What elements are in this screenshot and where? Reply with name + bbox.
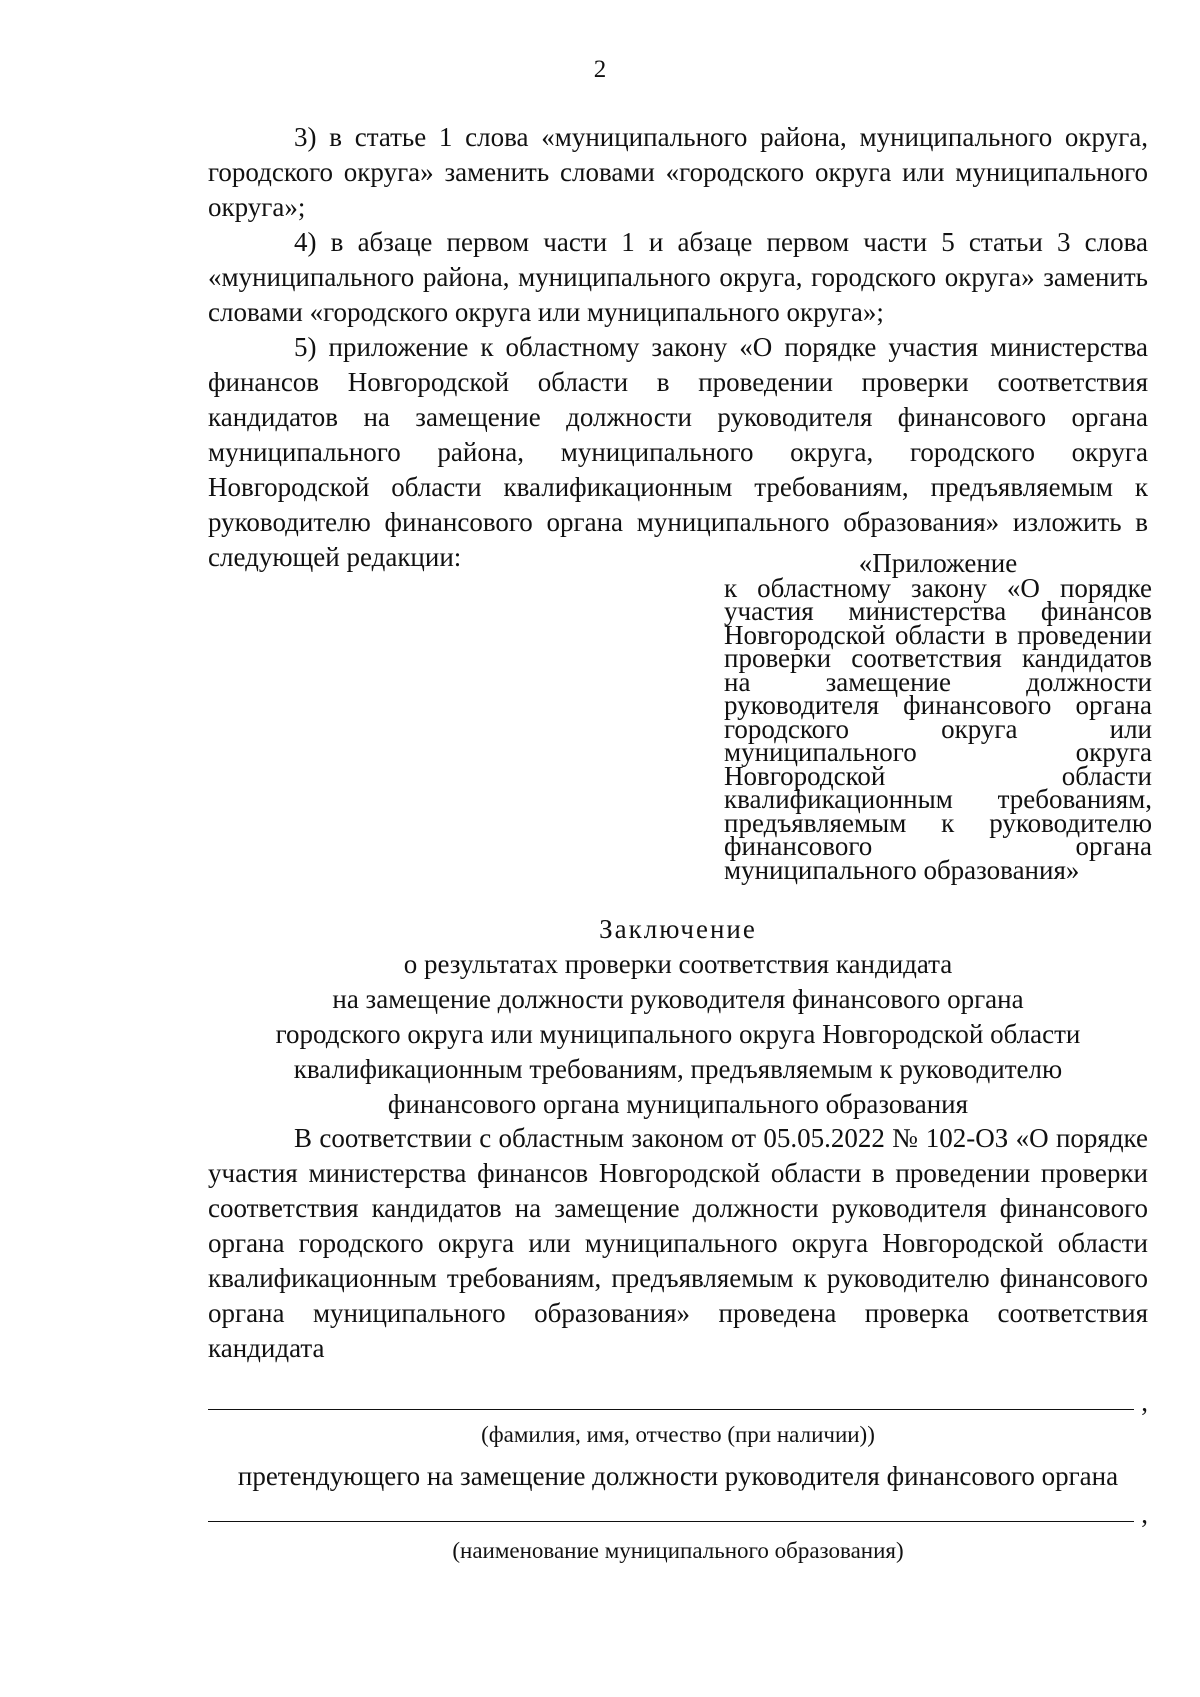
blank-line <box>208 1521 1134 1522</box>
appendix-title: «Приложение <box>858 548 1018 578</box>
conclusion-subtitle-line: о результатах проверки соответствия кандидата <box>403 949 953 979</box>
comma: , <box>1141 1387 1148 1417</box>
caption-full-name: (фамилия, имя, отчество (при наличии)) <box>481 1422 875 1447</box>
amendment-item-3: 3) в статье 1 слова «муниципального района, муниципального округа, городского округа» заменить словами «городского округа или муниципального округа»; <box>208 122 1148 222</box>
conclusion-subtitle-line: городского округа или муниципального округа Новгородской области <box>275 1019 1081 1049</box>
amendment-item-5: 5) приложение к областному закону «О порядке участия министерства финансов Новгородской области в проведении проверки соответствия кандидатов на замещение должности руководителя финансового органа муниципального района, муниципального округа, городского округа Новгородской области квалификационным требованиям, предъявляемым к руководителю финансового органа муниципального образования» изложить в следующей редакции: <box>208 332 1148 572</box>
candidate-name-field <box>208 1387 1148 1417</box>
conclusion-heading <box>208 912 1148 1122</box>
conclusion-subtitle-line: на замещение должности руководителя финансового органа <box>332 984 1024 1014</box>
municipality-name-field <box>208 1499 1148 1529</box>
caption-municipality: (наименование муниципального образования) <box>452 1538 904 1563</box>
appendix-reference: к областному закону «О порядке участия министерства финансов Новгородской области в проведении проверки соответствия кандидатов на замещение должности руководителя финансового органа городского округа или муниципального округа Новгородской области квалификационным требованиям, предъявляемым к руководителю финансового органа муниципального образования» <box>724 572 1152 885</box>
amendment-item-4: 4) в абзаце первом части 1 и абзаце первом части 5 статьи 3 слова «муниципального района, муниципального округа, городского округа» заменить словами «городского округа или муниципального округа»; <box>208 227 1148 327</box>
main-paragraph-block <box>208 1121 1148 1366</box>
appendix-header <box>724 548 1152 885</box>
conclusion-subtitle-line: квалификационным требованиям, предъявляемым к руководителю <box>293 1054 1063 1084</box>
conclusion-subtitle-line: финансового органа муниципального образования <box>387 1089 969 1119</box>
blank-line <box>208 1409 1134 1410</box>
conclusion-title: Заключение <box>599 914 757 944</box>
amendment-list <box>208 120 1148 575</box>
main-paragraph: В соответствии с областным законом от 05.05.2022 № 102-ОЗ «О порядке участия министерства финансов Новгородской области в проведении проверки соответствия кандидатов на замещение должности руководителя финансового органа городского округа или муниципального округа Новгородской области квалификационным требованиям, предъявляемым к руководителю финансового органа муниципального образования» проведена проверка соответствия кандидата <box>208 1123 1148 1363</box>
page-number: 2 <box>593 56 607 83</box>
comma: , <box>1141 1499 1148 1529</box>
candidate-position-line: претендующего на замещение должности руководителя финансового органа <box>237 1461 1119 1491</box>
